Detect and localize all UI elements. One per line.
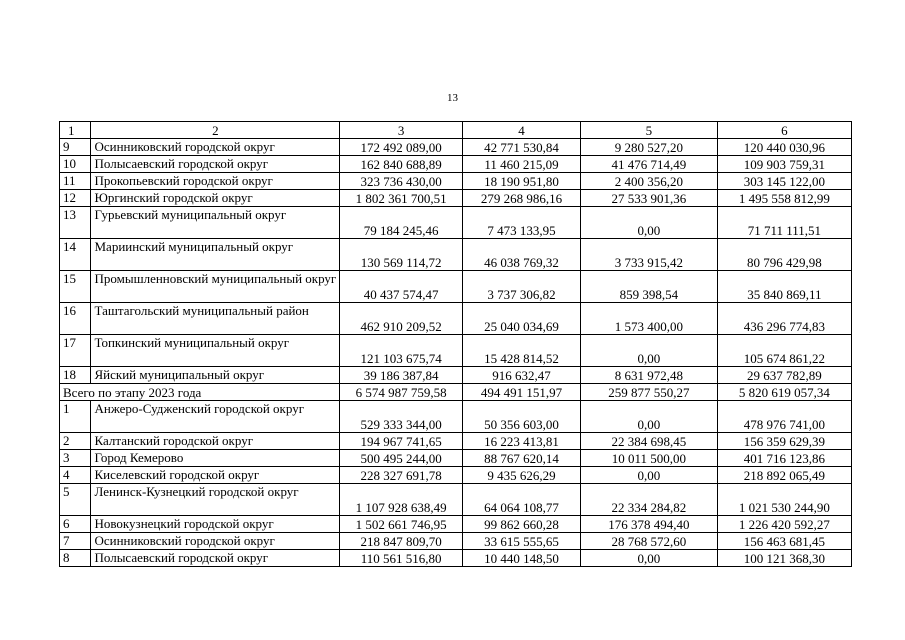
table-row [60, 335, 852, 367]
value-col-6: 478 976 741,00 [717, 401, 851, 433]
value-col-3: 1 502 661 746,95 [340, 516, 463, 533]
total-label: Всего по этапу 2023 года [60, 384, 340, 401]
value-col-4: 46 038 769,32 [463, 239, 581, 271]
value-col-4: 99 862 660,28 [463, 516, 581, 533]
value-col-4: 88 767 620,14 [463, 450, 581, 467]
municipality-name: Анжеро-Судженский городской округ [91, 401, 340, 433]
value-col-3: 218 847 809,70 [340, 533, 463, 550]
value-col-5: 259 877 550,27 [581, 384, 718, 401]
value-col-4: 50 356 603,00 [463, 401, 581, 433]
value-col-5: 3 733 915,42 [581, 239, 718, 271]
budget-table [59, 121, 852, 567]
value-col-6: 35 840 869,11 [717, 271, 851, 303]
value-col-6: 303 145 122,00 [717, 173, 851, 190]
row-number: 13 [60, 207, 91, 239]
municipality-name: Калтанский городской округ [91, 433, 340, 450]
value-col-6: 105 674 861,22 [717, 335, 851, 367]
municipality-name: Полысаевский городской округ [91, 550, 340, 567]
value-col-5: 9 280 527,20 [581, 139, 718, 156]
row-number: 7 [60, 533, 91, 550]
value-col-3: 1 107 928 638,49 [340, 484, 463, 516]
row-number: 2 [60, 433, 91, 450]
value-col-6: 109 903 759,31 [717, 156, 851, 173]
value-col-5: 22 384 698,45 [581, 433, 718, 450]
value-col-3: 79 184 245,46 [340, 207, 463, 239]
table-row [60, 533, 852, 550]
value-col-5: 10 011 500,00 [581, 450, 718, 467]
value-col-5: 1 573 400,00 [581, 303, 718, 335]
value-col-6: 156 463 681,45 [717, 533, 851, 550]
table-row [60, 239, 852, 271]
value-col-3: 162 840 688,89 [340, 156, 463, 173]
table-row [60, 550, 852, 567]
row-number: 15 [60, 271, 91, 303]
value-col-4: 279 268 986,16 [463, 190, 581, 207]
header-cell: 3 [340, 122, 463, 139]
table-header-row [60, 122, 852, 139]
value-col-5: 0,00 [581, 550, 718, 567]
header-cell: 1 [60, 122, 91, 139]
value-col-6: 100 121 368,30 [717, 550, 851, 567]
table-row [60, 516, 852, 533]
value-col-4: 10 440 148,50 [463, 550, 581, 567]
value-col-3: 228 327 691,78 [340, 467, 463, 484]
table-row [60, 271, 852, 303]
value-col-4: 9 435 626,29 [463, 467, 581, 484]
value-col-6: 71 711 111,51 [717, 207, 851, 239]
header-cell: 5 [581, 122, 718, 139]
value-col-3: 194 967 741,65 [340, 433, 463, 450]
value-col-5: 859 398,54 [581, 271, 718, 303]
municipality-name: Полысаевский городской округ [91, 156, 340, 173]
value-col-4: 64 064 108,77 [463, 484, 581, 516]
row-number: 4 [60, 467, 91, 484]
municipality-name: Таштагольский муниципальный район [91, 303, 340, 335]
row-number: 16 [60, 303, 91, 335]
value-col-3: 529 333 344,00 [340, 401, 463, 433]
header-cell: 2 [91, 122, 340, 139]
value-col-3: 323 736 430,00 [340, 173, 463, 190]
table-row [60, 190, 852, 207]
row-number: 1 [60, 401, 91, 433]
value-col-5: 27 533 901,36 [581, 190, 718, 207]
value-col-3: 172 492 089,00 [340, 139, 463, 156]
value-col-6: 218 892 065,49 [717, 467, 851, 484]
value-col-5: 41 476 714,49 [581, 156, 718, 173]
row-number: 14 [60, 239, 91, 271]
row-number: 9 [60, 139, 91, 156]
value-col-6: 156 359 629,39 [717, 433, 851, 450]
table-row [60, 450, 852, 467]
table-row [60, 433, 852, 450]
page-number: 13 [447, 92, 458, 104]
value-col-5: 0,00 [581, 401, 718, 433]
header-cell: 4 [463, 122, 581, 139]
value-col-4: 33 615 555,65 [463, 533, 581, 550]
value-col-3: 130 569 114,72 [340, 239, 463, 271]
value-col-5: 22 334 284,82 [581, 484, 718, 516]
row-number: 11 [60, 173, 91, 190]
municipality-name: Ленинск-Кузнецкий городской округ [91, 484, 340, 516]
table-row [60, 484, 852, 516]
municipality-name: Гурьевский муниципальный округ [91, 207, 340, 239]
total-row [60, 384, 852, 401]
municipality-name: Промышленновский муниципальный округ [91, 271, 340, 303]
municipality-name: Юргинский городской округ [91, 190, 340, 207]
value-col-4: 42 771 530,84 [463, 139, 581, 156]
value-col-6: 401 716 123,86 [717, 450, 851, 467]
value-col-4: 25 040 034,69 [463, 303, 581, 335]
value-col-3: 500 495 244,00 [340, 450, 463, 467]
municipality-name: Осинниковский городской округ [91, 139, 340, 156]
value-col-3: 1 802 361 700,51 [340, 190, 463, 207]
row-number: 10 [60, 156, 91, 173]
value-col-3: 462 910 209,52 [340, 303, 463, 335]
value-col-4: 3 737 306,82 [463, 271, 581, 303]
row-number: 3 [60, 450, 91, 467]
value-col-3: 121 103 675,74 [340, 335, 463, 367]
value-col-4: 494 491 151,97 [463, 384, 581, 401]
value-col-3: 6 574 987 759,58 [340, 384, 463, 401]
table-row [60, 303, 852, 335]
value-col-5: 8 631 972,48 [581, 367, 718, 384]
value-col-4: 18 190 951,80 [463, 173, 581, 190]
value-col-5: 28 768 572,60 [581, 533, 718, 550]
value-col-6: 5 820 619 057,34 [717, 384, 851, 401]
value-col-3: 39 186 387,84 [340, 367, 463, 384]
table-row [60, 467, 852, 484]
row-number: 5 [60, 484, 91, 516]
table-body [60, 122, 852, 567]
municipality-name: Осинниковский городской округ [91, 533, 340, 550]
municipality-name: Топкинский муниципальный округ [91, 335, 340, 367]
municipality-name: Яйский муниципальный округ [91, 367, 340, 384]
value-col-6: 1 021 530 244,90 [717, 484, 851, 516]
value-col-4: 15 428 814,52 [463, 335, 581, 367]
value-col-4: 16 223 413,81 [463, 433, 581, 450]
value-col-3: 110 561 516,80 [340, 550, 463, 567]
row-number: 17 [60, 335, 91, 367]
value-col-5: 176 378 494,40 [581, 516, 718, 533]
table-row [60, 173, 852, 190]
municipality-name: Прокопьевский городской округ [91, 173, 340, 190]
header-cell: 6 [717, 122, 851, 139]
value-col-6: 436 296 774,83 [717, 303, 851, 335]
row-number: 18 [60, 367, 91, 384]
table-row [60, 367, 852, 384]
row-number: 6 [60, 516, 91, 533]
value-col-5: 0,00 [581, 467, 718, 484]
municipality-name: Новокузнецкий городской округ [91, 516, 340, 533]
value-col-6: 120 440 030,96 [717, 139, 851, 156]
row-number: 8 [60, 550, 91, 567]
value-col-6: 29 637 782,89 [717, 367, 851, 384]
value-col-5: 0,00 [581, 207, 718, 239]
table-row [60, 207, 852, 239]
municipality-name: Киселевский городской округ [91, 467, 340, 484]
table-row [60, 156, 852, 173]
value-col-4: 7 473 133,95 [463, 207, 581, 239]
row-number: 12 [60, 190, 91, 207]
table-row [60, 401, 852, 433]
value-col-6: 80 796 429,98 [717, 239, 851, 271]
value-col-3: 40 437 574,47 [340, 271, 463, 303]
value-col-5: 2 400 356,20 [581, 173, 718, 190]
value-col-4: 916 632,47 [463, 367, 581, 384]
value-col-5: 0,00 [581, 335, 718, 367]
municipality-name: Мариинский муниципальный округ [91, 239, 340, 271]
table-row [60, 139, 852, 156]
value-col-6: 1 495 558 812,99 [717, 190, 851, 207]
value-col-6: 1 226 420 592,27 [717, 516, 851, 533]
value-col-4: 11 460 215,09 [463, 156, 581, 173]
municipality-name: Город Кемерово [91, 450, 340, 467]
